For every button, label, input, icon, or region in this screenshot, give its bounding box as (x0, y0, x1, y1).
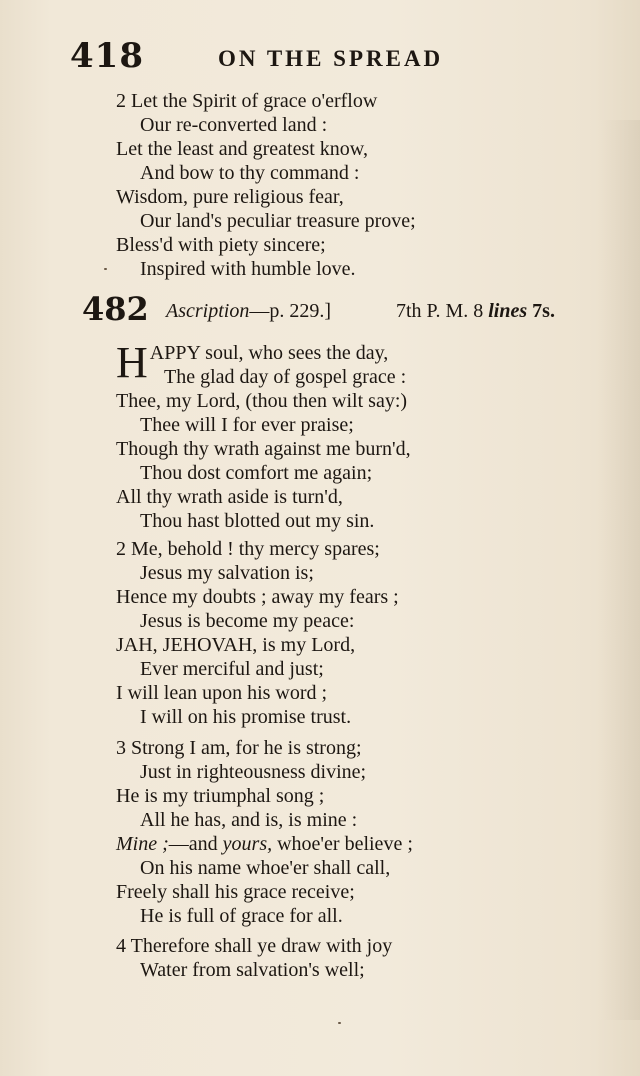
verse-line: Let the least and greatest know, (116, 138, 368, 160)
previous-hymn-stanza-2 (116, 89, 596, 281)
verse-line: 2 Me, behold ! thy mercy spares; (116, 538, 380, 560)
verse-line: Thee will I for ever praise; (140, 414, 354, 436)
verse-line: I will lean upon his word ; (116, 682, 328, 704)
verse-line: All thy wrath aside is turn'd, (116, 486, 343, 508)
verse-line: Wisdom, pure religious fear, (116, 186, 344, 208)
page-number: 418 (70, 36, 144, 76)
verse-line: He is full of grace for all. (140, 905, 343, 927)
verse-line: 3 Strong I am, for he is strong; (116, 737, 362, 759)
emphasis-mine: Mine ; (116, 833, 169, 855)
verse-line: Thou hast blotted out my sin. (140, 510, 375, 532)
verse-line: All he has, and is, is mine : (140, 809, 358, 831)
hymn-number: 482 (82, 290, 149, 328)
verse-line: The glad day of gospel grace : (164, 366, 407, 388)
verse-line: Jesus is become my peace: (140, 610, 355, 632)
hymn-meter-lines: lines (488, 300, 528, 322)
hymn-meter-prefix: 7th P. M. 8 (396, 300, 484, 322)
hymn-stanza-3 (116, 736, 596, 928)
verse-text: whoe'er believe ; (272, 833, 413, 855)
verse-line: Bless'd with piety sincere; (116, 234, 326, 256)
verse-line: Hence my doubts ; away my fears ; (116, 586, 399, 608)
verse-line: Water from salvation's well; (140, 959, 365, 981)
hymn-stanza-2 (116, 537, 596, 729)
verse-line: Thou dost comfort me again; (140, 462, 373, 484)
verse-line: Ever merciful and just; (140, 658, 324, 680)
verse-line: Our land's peculiar treasure prove; (140, 210, 416, 232)
page-header (70, 36, 610, 80)
hymn-reference (166, 300, 331, 323)
hymn-stanza-1 (116, 338, 596, 533)
hymn-stanza-4 (116, 934, 596, 982)
verse-line: I will on his promise trust. (140, 706, 352, 728)
verse-line: Just in righteousness divine; (140, 761, 367, 783)
running-head: ON THE SPREAD (218, 46, 444, 71)
verse-line: Inspired with humble love. (140, 258, 356, 280)
page-shadow (600, 120, 640, 1020)
verse-line (116, 832, 596, 856)
verse-line: On his name whoe'er shall call, (140, 857, 391, 879)
verse-line: 2 Let the Spirit of grace o'erflow (116, 90, 378, 112)
verse-line: Thee, my Lord, (thou then wilt say:) (116, 390, 408, 412)
verse-line: 4 Therefore shall ye draw with joy (116, 935, 393, 957)
emphasis-yours: yours, (222, 833, 273, 855)
hymn-reference-title: Ascription (166, 300, 250, 322)
ink-speck (104, 268, 107, 270)
verse-line: Freely shall his grace receive; (116, 881, 355, 903)
verse-line: And bow to thy command : (140, 162, 360, 184)
verse-text: —and (168, 833, 223, 855)
hymn-meter (396, 300, 555, 323)
ink-speck (338, 1022, 341, 1024)
hymn-reference-page: —p. 229.] (249, 300, 332, 322)
verse-line: Though thy wrath against me burn'd, (116, 438, 411, 460)
verse-line: Jesus my salvation is; (140, 562, 314, 584)
hymn-meter-suffix: 7s. (532, 300, 555, 322)
hymn-heading (82, 290, 622, 334)
verse-line: APPY soul, who sees the day, (149, 342, 389, 364)
verse-line: JAH, JEHOVAH, is my Lord, (116, 634, 356, 656)
drop-cap: H (116, 338, 148, 387)
verse-line: Our re-converted land : (140, 114, 328, 136)
verse-line: He is my triumphal song ; (116, 785, 325, 807)
